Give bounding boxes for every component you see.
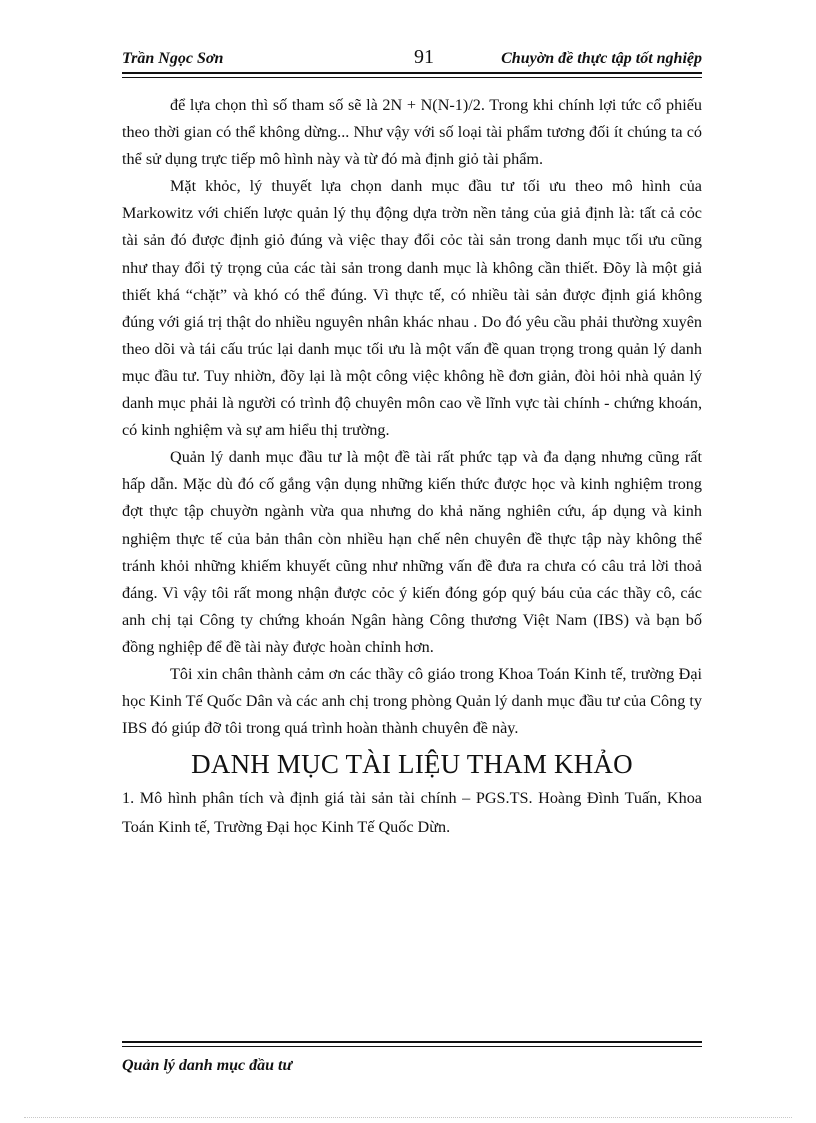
header-report-title: Chuyờn đề thực tập tốt nghiệp (501, 50, 702, 67)
page-footer: Quản lý danh mục đầu tư (122, 1057, 293, 1074)
paragraph-2: Mặt khỏc, lý thuyết lựa chọn danh mục đầu tư tối ưu theo mô hình của Markowitz với chiến lược quản lý thụ động dựa trờn nền tảng của giả định là: tất cả cỏc tài sản đó được định giỏ đúng và việc thay đổi cỏc tài sản trong danh mục tối ưu cũng như thay đổi tỷ trọng của các tài sản trong danh mục là không cần thiết. Đõy là một giả thiết khá “chặt” và khó có thể đúng. Vì thực tế, có nhiều tài sản được định giá không đúng với giá trị thật do nhiều nguyên nhân khác nhau . Do đó yêu cầu phải thường xuyên theo dõi và tái cấu trúc lại danh mục tối ưu là một vấn đề quan trọng trong quản lý danh mục đầu tư. Tuy nhiờn, đõy lại là một công việc không hề đơn giản, đòi hỏi nhà quản lý danh mục phải là người có trình độ chuyên môn cao về lĩnh vực tài chính - chứng khoán, có kinh nghiệm và sự am hiểu thị trường. (122, 177, 702, 440)
document-body (122, 92, 702, 842)
reference-item: 1. Mô hình phân tích và định giá tài sản tài chính – PGS.TS. Hoàng Đình Tuấn, Khoa Toán Kinh tế, Trường Đại học Kinh Tế Quốc Dừn. (122, 789, 702, 837)
paragraph-3: Quản lý danh mục đầu tư là một đề tài rất phức tạp và đa dạng nhưng cũng rất hấp dẫn. Mặc dù đó cố gắng vận dụng những kiến thức được học và kinh nghiệm trong đợt thực tập chuyờn ngành vừa qua nhưng do khả năng nghiên cứu, áp dụng và kinh nghiệm thực tế của bản thân còn nhiều hạn chế nên chuyên đề thực tập này không thể tránh khỏi những khiếm khuyết cũng như những vấn đề đưa ra chưa có câu trả lời thoả đáng. Vì vậy tôi rất mong nhận được cỏc ý kiến đóng góp quý báu của các thầy cô, các anh chị tại Công ty chứng khoán Ngân hàng Công thương Việt Nam (IBS) và bạn bố đồng nghiệp để đề tài này được hoàn chỉnh hơn. (122, 448, 702, 656)
paragraph-1: để lựa chọn thì số tham số sẽ là 2N + N(N-1)/2. Trong khi chính lợi tức cổ phiếu theo thời gian có thể không dừng... Như vậy với số loại tài phẩm tương đối ít chúng ta có thể sử dụng trực tiếp mô hình này và từ đó mà định giỏ tài phẩm. (122, 96, 702, 169)
page-edge-divider (24, 1117, 792, 1118)
header-author: Trần Ngọc Sơn (122, 50, 224, 67)
references-list (122, 784, 702, 842)
references-heading: DANH MỤC TÀI LIỆU THAM KHẢO (191, 749, 633, 780)
footer-rule (122, 1041, 702, 1047)
paragraph-4: Tôi xin chân thành cảm ơn các thầy cô giáo trong Khoa Toán Kinh tế, trường Đại học Kinh Tế Quốc Dân và các anh chị trong phòng Quản lý danh mục đầu tư của Công ty IBS đó giúp đỡ tôi trong quá trình hoàn thành chuyên đề này. (122, 664, 702, 738)
header-rule (122, 72, 702, 78)
page-number: 91 (414, 46, 434, 68)
page-header (122, 44, 702, 72)
